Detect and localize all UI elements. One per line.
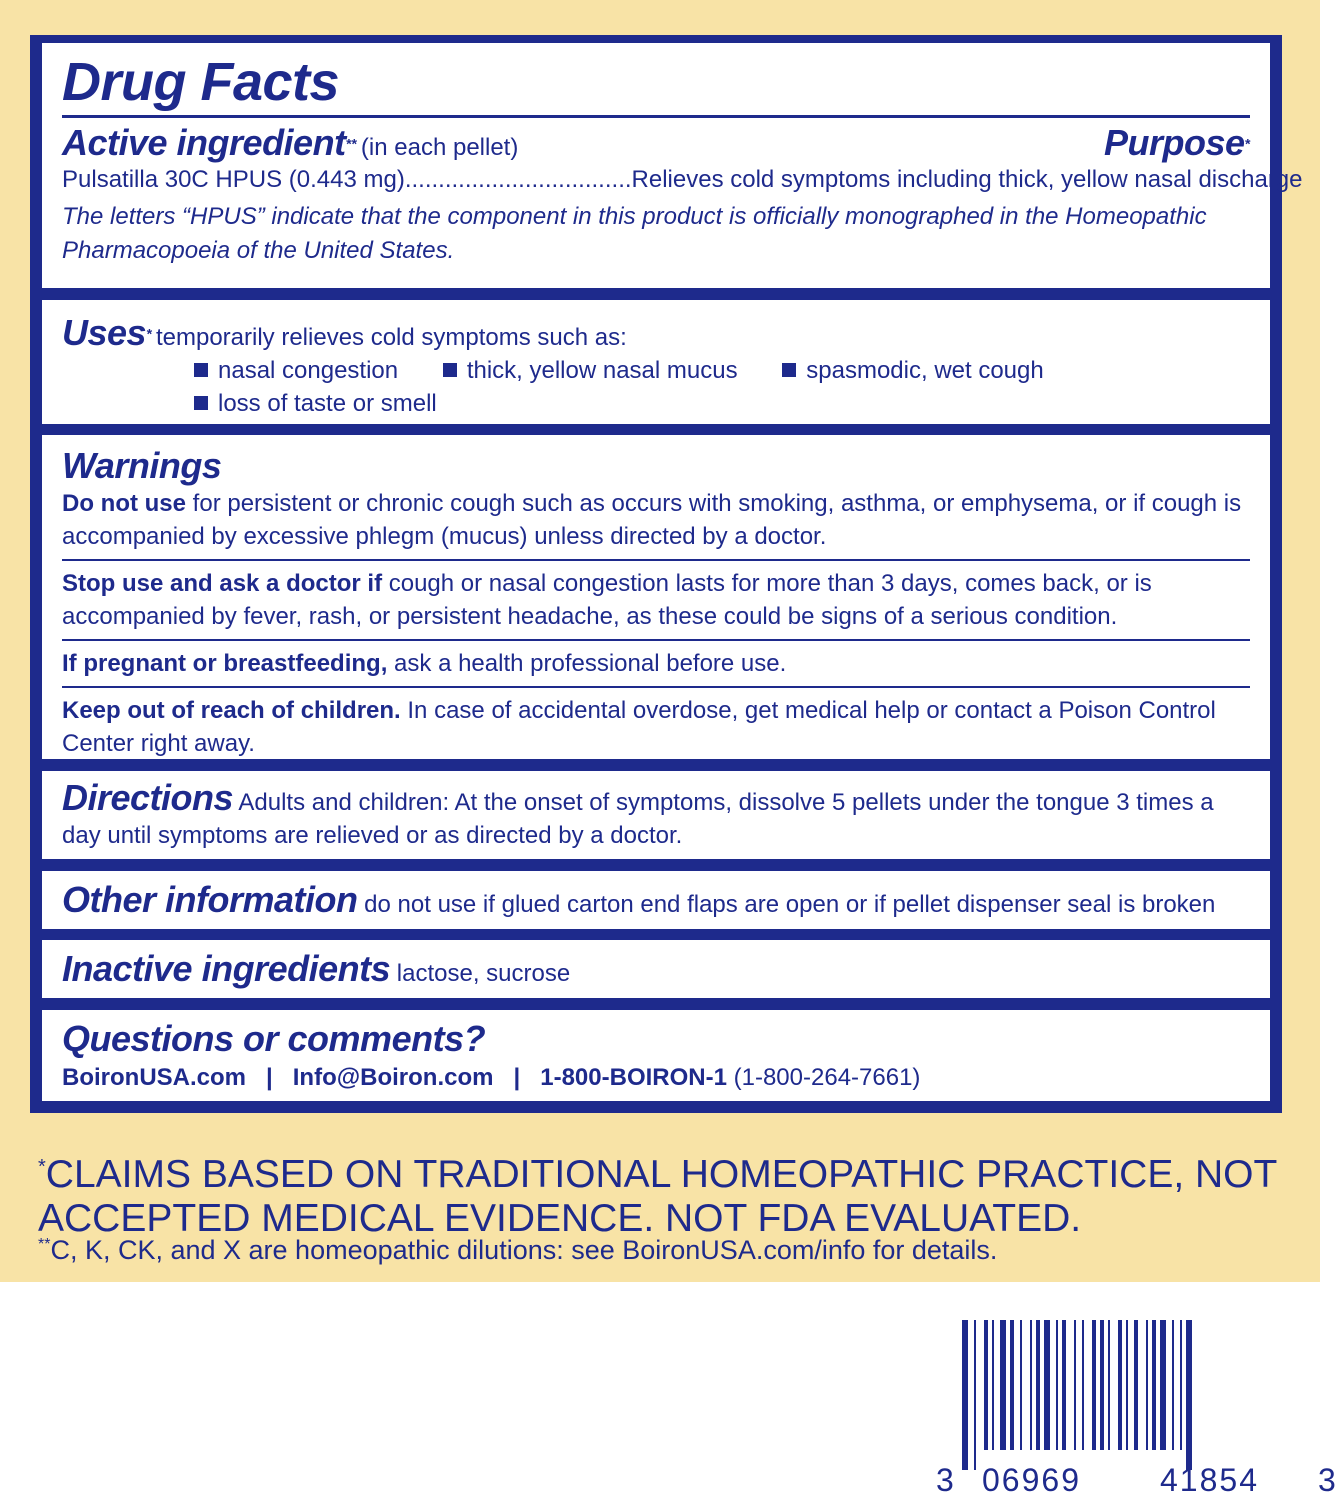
- inactive-ingredients-text: lactose, sucrose: [396, 960, 571, 987]
- barcode-bar: [1172, 1320, 1174, 1450]
- uses-box: Uses* temporarily relieves cold symptoms such as: nasal congestion thick, yellow nasal mucus spasmodic, wet cough loss of taste or smell: [42, 300, 1270, 424]
- questions-box: [42, 1010, 1270, 1101]
- contact-line: BoironUSA.com | Info@Boiron.com | 1-800-BOIRON-1 (1-800-264-7661): [62, 1064, 921, 1091]
- website-link[interactable]: BoironUSA.com: [62, 1064, 247, 1091]
- barcode-bar: [1020, 1320, 1022, 1450]
- barcode-bar: [1044, 1320, 1050, 1450]
- barcode-bar: [1074, 1320, 1076, 1450]
- barcode-bar: [1108, 1320, 1110, 1450]
- list-item: spasmodic, wet cough: [782, 354, 1043, 387]
- barcode-bar: [1146, 1320, 1148, 1450]
- barcode-image: [932, 1320, 1339, 1470]
- barcode-bar: [1134, 1320, 1138, 1450]
- barcode-digit-last: 3: [1318, 1462, 1336, 1498]
- barcode-digit-first: 3: [936, 1462, 954, 1498]
- directions-heading: Directions: [62, 777, 234, 818]
- barcode-bar: [1030, 1320, 1032, 1450]
- drug-facts-frame: [30, 35, 1303, 1113]
- barcode-digits-left: 06969: [982, 1462, 1081, 1498]
- inactive-ingredients-box: [42, 940, 1270, 998]
- barcode-bar: [1100, 1320, 1104, 1450]
- bullet-square-icon: [782, 363, 796, 377]
- drug-facts-title: Drug Facts: [62, 52, 340, 112]
- barcode-bar: [1092, 1320, 1096, 1450]
- divider: [62, 559, 1250, 561]
- barcode-bar: [1126, 1320, 1128, 1450]
- questions-heading: Questions or comments?: [62, 1018, 486, 1059]
- barcode-digits-right: 41854: [1160, 1462, 1259, 1498]
- barcode-bar: [1152, 1320, 1156, 1450]
- other-information-heading: Other information: [62, 879, 358, 920]
- divider: [62, 686, 1250, 688]
- stop-use-warning: Stop use and ask a doctor if cough or nasal congestion lasts for more than 3 days, comes back, or is accompanied by fever, rash, or persistent headache, as these could be signs of a serious condition.: [62, 570, 1152, 630]
- purpose-heading: Purpose: [1104, 122, 1245, 163]
- barcode-bar: [1010, 1320, 1014, 1450]
- barcode-bar: [1056, 1320, 1058, 1450]
- bullet-square-icon: [443, 363, 457, 377]
- barcode-bar: [1036, 1320, 1040, 1450]
- purpose-text: Relieves cold symptoms including thick, yellow nasal discharge: [631, 166, 1303, 193]
- barcode-bar: [1000, 1320, 1006, 1450]
- barcode-bar: [962, 1320, 968, 1470]
- list-item: loss of taste or smell: [194, 387, 437, 420]
- directions-box: [42, 771, 1270, 859]
- claims-footnote: *CLAIMS BASED ON TRADITIONAL HOMEOPATHIC PRACTICE, NOT ACCEPTED MEDICAL EVIDENCE. NOT FDA EVALUATED.: [38, 1153, 1277, 1240]
- barcode-bar: [1160, 1320, 1166, 1450]
- barcode-bar: [1186, 1320, 1192, 1470]
- active-ingredient-heading: Active ingredient: [62, 122, 346, 163]
- uses-heading: Uses: [62, 312, 147, 353]
- hpus-note: The letters “HPUS” indicate that the component in this product is officially monographed in the Homeopathic Pharmacopoeia of the United States.: [62, 203, 1207, 264]
- ingredient-name: Pulsatilla 30C HPUS (0.443 mg): [62, 166, 405, 193]
- do-not-use-warning: Do not use for persistent or chronic cough such as occurs with smoking, asthma, or emphysema, or if cough is accompanied by excessive phlegm (mucus) unless directed by a doctor.: [62, 490, 1242, 550]
- bullet-square-icon: [194, 396, 208, 410]
- divider: [62, 639, 1250, 641]
- barcode-bar: [974, 1320, 976, 1470]
- phone-number: (1-800-264-7661): [733, 1064, 921, 1091]
- bullet-square-icon: [194, 363, 208, 377]
- phone-link[interactable]: 1-800-BOIRON-1: [540, 1064, 727, 1091]
- other-information-box: [42, 871, 1270, 929]
- barcode-bar: [992, 1320, 994, 1450]
- inactive-ingredients-heading: Inactive ingredients: [62, 948, 391, 989]
- list-item: nasal congestion: [194, 354, 398, 387]
- barcode-bar: [1118, 1320, 1122, 1450]
- directions-text: Adults and children: At the onset of symptoms, dissolve 5 pellets under the tongue 3 times a day until symptoms are relieved or as directed by a doctor.: [62, 789, 1214, 849]
- barcode-bar: [1082, 1320, 1084, 1450]
- barcode-bar: [984, 1320, 988, 1450]
- uses-list: [62, 354, 1250, 420]
- email-link[interactable]: Info@Boiron.com: [292, 1064, 494, 1091]
- uses-intro: temporarily relieves cold symptoms such as:: [155, 324, 627, 351]
- warnings-box: [42, 435, 1270, 759]
- barcode-bar: [1062, 1320, 1066, 1450]
- barcode-bar: [1180, 1320, 1182, 1450]
- active-ingredient-note: (in each pellet): [360, 134, 519, 161]
- dilutions-footnote: **C, K, CK, and X are homeopathic dilutions: see BoironUSA.com/info for details.: [38, 1235, 998, 1265]
- other-information-text: do not use if glued carton end flaps are open or if pellet dispenser seal is broken: [364, 891, 1216, 918]
- title-rule: [62, 115, 1250, 118]
- warnings-heading: Warnings: [62, 445, 222, 486]
- list-item: thick, yellow nasal mucus: [443, 354, 738, 387]
- pregnancy-warning: If pregnant or breastfeeding, ask a health professional before use.: [62, 650, 787, 677]
- children-warning: Keep out of reach of children. In case of accidental overdose, get medical help or contact a Poison Control Center right away.: [62, 697, 1216, 757]
- active-ingredient-box: Drug Facts Active ingredient** (in each pellet) Purpose* Pulsatilla 30C HPUS (0.443 mg).................................. Relieves cold symptoms including thick, yellow nasal discharge The letters “HPUS” indicate that the component in this product is officially monographed in the Homeopathic Pharmacopoeia of the United States.: [42, 43, 1270, 288]
